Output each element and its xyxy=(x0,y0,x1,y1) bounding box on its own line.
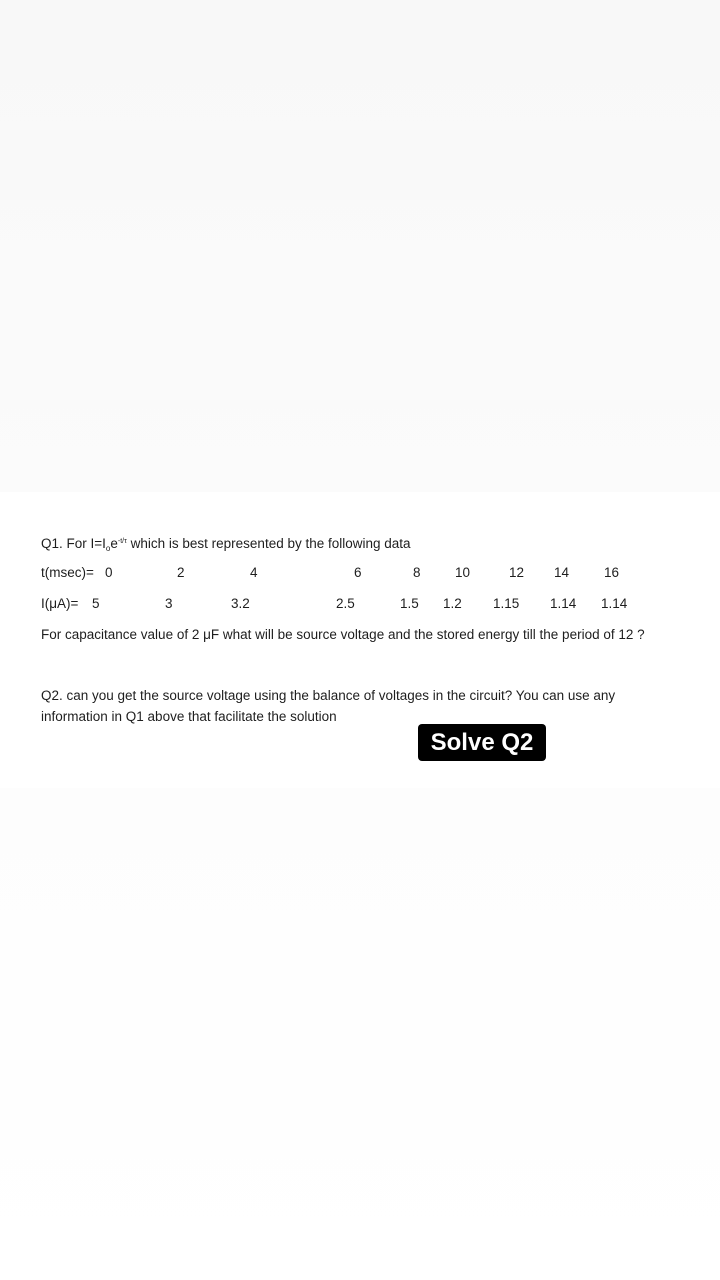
current-value: 1.14 xyxy=(550,596,577,611)
time-value: 2 xyxy=(177,565,185,580)
time-value: 4 xyxy=(250,565,258,580)
q1-subscript: o xyxy=(105,544,111,553)
time-value: 0 xyxy=(105,565,113,580)
q1-suffix: which is best represented by the following data xyxy=(126,536,411,551)
capacitance-question: For capacitance value of 2 μF what will be source voltage and the stored energy till the period of 12 ? xyxy=(41,627,645,642)
time-label: t(msec)= xyxy=(41,565,94,580)
current-label: I(μA)= xyxy=(41,596,79,611)
current-value: 1.15 xyxy=(493,596,520,611)
q1-title xyxy=(41,533,411,558)
time-value: 16 xyxy=(604,565,620,580)
q1-prefix: Q1. For I=I xyxy=(41,536,106,551)
current-value: 3 xyxy=(165,596,173,611)
current-value: 5 xyxy=(92,596,100,611)
current-value: 2.5 xyxy=(336,596,355,611)
time-value: 8 xyxy=(413,565,421,580)
current-value: 3.2 xyxy=(231,596,250,611)
q1-exponent: -t/τ xyxy=(117,538,127,545)
current-value: 1.14 xyxy=(601,596,628,611)
time-row xyxy=(41,564,94,582)
solve-q2-button[interactable]: Solve Q2 xyxy=(418,724,546,761)
q2-text-line-2: information in Q1 above that facilitate the solution xyxy=(41,709,337,724)
current-row xyxy=(41,595,78,613)
q2-text-line-1: Q2. can you get the source voltage using the balance of voltages in the circuit? You can use any xyxy=(41,688,616,703)
time-value: 10 xyxy=(455,565,471,580)
current-value: 1.2 xyxy=(443,596,462,611)
time-value: 12 xyxy=(509,565,525,580)
q1-e: e xyxy=(110,536,118,551)
current-value: 1.5 xyxy=(400,596,419,611)
question-document xyxy=(0,492,720,788)
time-value: 6 xyxy=(354,565,362,580)
time-value: 14 xyxy=(554,565,570,580)
